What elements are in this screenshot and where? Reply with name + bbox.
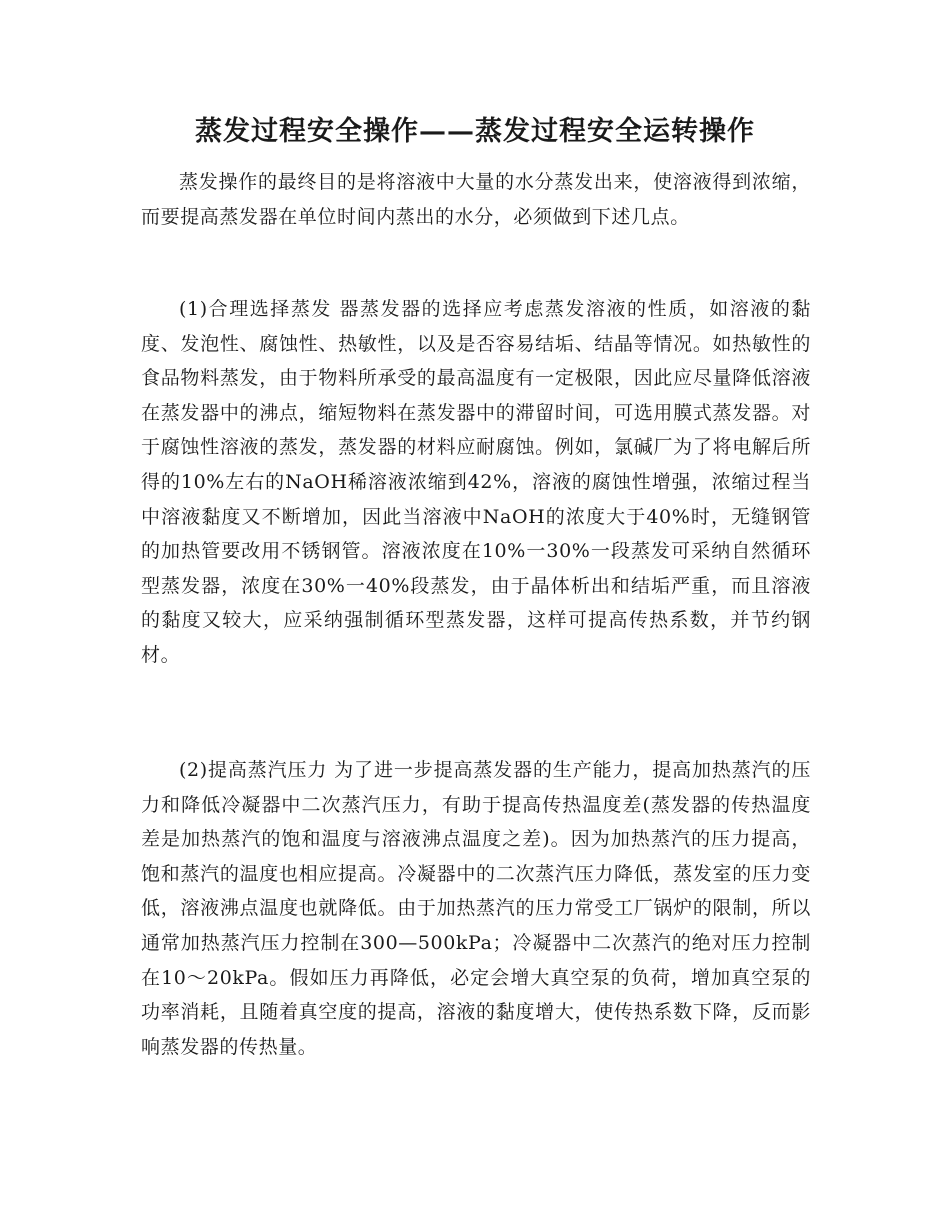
paragraph-evaporator-selection: (1)合理选择蒸发 器蒸发器的选择应考虑蒸发溶液的性质，如溶液的黏度、发泡性、腐蚀性、热敏性，以及是否容易结垢、结晶等情况。如热敏性的食品物料蒸发，由于物料所承受的最高温度有一定极限，因此应尽量降低溶液在蒸发器中的沸点，缩短物料在蒸发器中的滞留时间，可选用膜式蒸发器。对于腐蚀性溶液的蒸发，蒸发器的材料应耐腐蚀。例如，氯碱厂为了将电解后所得的10%左右的NaOH稀溶液浓缩到42%，溶液的腐蚀性增强，浓缩过程当中溶液黏度又不断增加，因此当溶液中NaOH的浓度大于40%时，无缝钢管的加热管要改用不锈钢管。溶液浓度在10%一30%一段蒸发可采纳自然循环型蒸发器，浓度在30%一40%段蒸发，由于晶体析出和结垢严重，而且溶液的黏度又较大，应采纳强制循环型蒸发器，这样可提高传热系数，并节约钢材。 <box>141 298 811 666</box>
paragraph-intro: 蒸发操作的最终目的是将溶液中大量的水分蒸发出来，使溶液得到浓缩，而要提高蒸发器在单位时间内蒸出的水分，必须做到下述几点。 <box>141 171 811 228</box>
paragraph-steam-pressure: (2)提高蒸汽压力 为了进一步提高蒸发器的生产能力，提高加热蒸汽的压力和降低冷凝器中二次蒸汽压力，有助于提高传热温度差(蒸发器的传热温度差是加热蒸汽的饱和温度与溶液沸点温度之差)。因为加热蒸汽的压力提高，饱和蒸汽的温度也相应提高。冷凝器中的二次蒸汽压力降低，蒸发室的压力变低，溶液沸点温度也就降低。由于加热蒸汽的压力常受工厂锅炉的限制，所以通常加热蒸汽压力控制在300—500kPa；冷凝器中二次蒸汽的绝对压力控制在10～20kPa。假如压力再降低，必定会增大真空泵的负荷，增加真空泵的功率消耗，且随着真空度的提高，溶液的黏度增大，使传热系数下降，反而影响蒸发器的传热量。 <box>141 759 811 1058</box>
document-title: 蒸发过程安全操作——蒸发过程安全运转操作 <box>195 116 755 147</box>
